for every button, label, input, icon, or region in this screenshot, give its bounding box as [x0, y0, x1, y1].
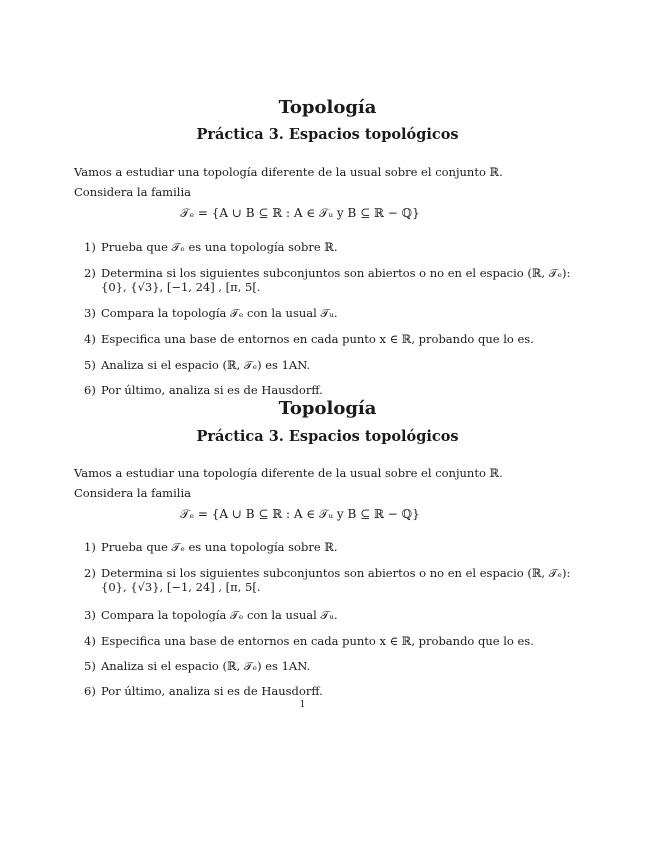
- document-title: Topología: [278, 398, 377, 419]
- exercise-item: [84, 306, 604, 320]
- exercise-text: Compara la topología 𝒯ₑ con la usual 𝒯ᵤ.: [101, 306, 338, 320]
- exercise-number: 1): [84, 240, 96, 254]
- exercise-number: 2): [84, 566, 96, 580]
- exercise-text: Analiza si el espacio (ℝ, 𝒯ₑ) es 1AN.: [101, 358, 311, 372]
- exercise-number: 6): [84, 383, 96, 397]
- exercise-subsets: {0}, {√3}, [−1, 24] , [π, 5[.: [101, 280, 261, 294]
- exercise-item: [84, 540, 604, 554]
- intro-text: Vamos a estudiar una topología diferente de la usual sobre el conjunto ℝ.: [74, 466, 503, 480]
- exercise-number: 6): [84, 684, 96, 698]
- exercise-number: 5): [84, 659, 96, 673]
- exercise-item: [84, 608, 604, 622]
- exercise-text: Por último, analiza si es de Hausdorff.: [101, 684, 323, 698]
- document-title: Topología: [278, 97, 377, 118]
- exercise-item: [84, 383, 604, 397]
- exercise-text: Especifica una base de entornos en cada punto x ∈ ℝ, probando que lo es.: [101, 332, 534, 346]
- intro-text-2: Considera la familia: [74, 486, 191, 500]
- exercise-text: Especifica una base de entornos en cada punto x ∈ ℝ, probando que lo es.: [101, 634, 534, 648]
- document-subtitle: Práctica 3. Espacios topológicos: [196, 428, 459, 445]
- exercise-text: Prueba que 𝒯ₑ es una topología sobre ℝ.: [101, 540, 338, 554]
- exercise-item: [84, 566, 604, 594]
- exercise-item: [84, 634, 604, 648]
- document-subtitle: Práctica 3. Espacios topológicos: [196, 126, 459, 143]
- exercise-number: 2): [84, 266, 96, 280]
- exercise-number: 1): [84, 540, 96, 554]
- exercise-item: [84, 240, 604, 254]
- exercise-number: 5): [84, 358, 96, 372]
- page-number: 1: [299, 700, 306, 710]
- intro-text: Vamos a estudiar una topología diferente de la usual sobre el conjunto ℝ.: [74, 165, 503, 179]
- exercise-item: [84, 332, 604, 346]
- exercise-subsets: {0}, {√3}, [−1, 24] , [π, 5[.: [101, 580, 261, 594]
- exercise-item: [84, 659, 604, 673]
- exercise-number: 4): [84, 634, 96, 648]
- exercise-number: 3): [84, 608, 96, 622]
- exercise-text: Determina si los siguientes subconjuntos son abiertos o no en el espacio (ℝ, 𝒯ₑ):: [101, 566, 571, 580]
- exercise-text: Por último, analiza si es de Hausdorff.: [101, 383, 323, 397]
- exercise-item: [84, 684, 604, 698]
- intro-text-2: Considera la familia: [74, 185, 191, 199]
- exercise-text: Compara la topología 𝒯ₑ con la usual 𝒯ᵤ.: [101, 608, 338, 622]
- exercise-number: 3): [84, 306, 96, 320]
- exercise-text: Prueba que 𝒯ₑ es una topología sobre ℝ.: [101, 240, 338, 254]
- exercise-item: [84, 266, 604, 294]
- topology-definition-formula: 𝒯ₑ = {A ∪ B ⊆ ℝ : A ∈ 𝒯ᵤ y B ⊆ ℝ − ℚ}: [180, 206, 420, 220]
- topology-definition-formula: 𝒯ₑ = {A ∪ B ⊆ ℝ : A ∈ 𝒯ᵤ y B ⊆ ℝ − ℚ}: [180, 507, 420, 521]
- exercise-text: Determina si los siguientes subconjuntos son abiertos o no en el espacio (ℝ, 𝒯ₑ):: [101, 266, 571, 280]
- exercise-item: [84, 358, 604, 372]
- exercise-number: 4): [84, 332, 96, 346]
- exercise-text: Analiza si el espacio (ℝ, 𝒯ₑ) es 1AN.: [101, 659, 311, 673]
